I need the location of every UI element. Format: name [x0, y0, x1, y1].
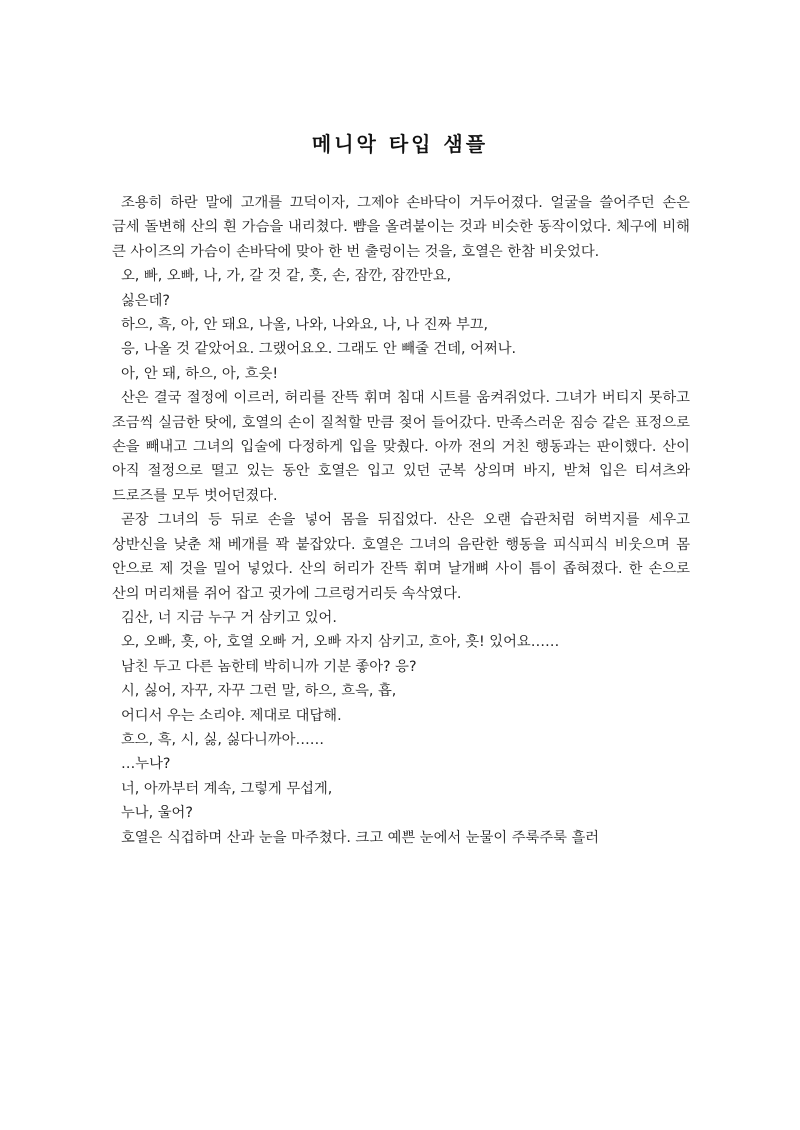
- dialogue-line: 오, 오빠, 흣, 아, 호열 오빠 거, 오빠 자지 삼키고, 흐아, 흣! 있어요……: [121, 634, 560, 651]
- dialogue-line: 아, 안 돼, 하으, 아, 흐읏!: [121, 365, 279, 382]
- body-paragraph: 호열은 식겁하며 산과 눈을 마주쳤다. 크고 예쁜 눈에서 눈물이 주룩주룩 흘러: [121, 829, 600, 846]
- dialogue-line: 시, 싫어, 자꾸, 자꾸 그런 말, 하으, 흐윽, 흡,: [121, 683, 397, 700]
- dialogue-line: 남친 두고 다른 놈한테 박히니까 기분 좋아? 응?: [121, 658, 417, 675]
- dialogue-line: …누나?: [121, 756, 171, 773]
- document-title: 메니악 타입 샘플: [311, 132, 489, 156]
- dialogue-line: 누나, 울어?: [121, 805, 193, 822]
- dialogue-line: 응, 나올 것 같았어요. 그랬어요오. 그래도 안 빼줄 건데, 어쩌나.: [121, 341, 517, 358]
- dialogue-line: 싫은데?: [121, 292, 171, 309]
- dialogue-line: 김산, 너 지금 누구 거 삼키고 있어.: [121, 609, 337, 626]
- body-paragraph: 곧장 그녀의 등 뒤로 손을 넣어 몸을 뒤집었다. 산은 오랜 습관처럼 허벅지를 세우고 상반신을 낮춘 채 베개를 꽉 붙잡았다. 호열은 그녀의 음란한 행동을 피식피식 비웃으며 몸 안으로 제 것을 밀어 넣었다. 산의 허리가 잔뜩 휘며 날개뼈 사이 틈이 좁혀졌다. 한 손으로 산의 머리채를 쥐어 잡고 귓가에 그르렁거리듯 속삭였다.: [112, 512, 690, 602]
- dialogue-line: 어디서 우는 소리야. 제대로 대답해.: [121, 707, 342, 724]
- dialogue-line: 하으, 흑, 아, 안 돼요, 나올, 나와, 나와요, 나, 나 진짜 부끄,: [121, 317, 489, 334]
- dialogue-line: 흐으, 흑, 시, 싫, 싫다니까아……: [121, 731, 325, 748]
- dialogue-line: 너, 아까부터 계속, 그렇게 무섭게,: [121, 780, 333, 797]
- body-paragraph: 조용히 하란 말에 고개를 끄덕이자, 그제야 손바닥이 거두어졌다. 얼굴을 쓸어주던 손은 금세 돌변해 산의 흰 가슴을 내리쳤다. 뺨을 올려붙이는 것과 비슷한 동작이었다. 체구에 비해 큰 사이즈의 가슴이 손바닥에 맞아 한 번 출렁이는 것을, 호열은 한참 비웃었다.: [112, 195, 690, 260]
- document-body: [112, 191, 690, 850]
- body-paragraph: 산은 결국 절정에 이르러, 허리를 잔뜩 휘며 침대 시트를 움켜쥐었다. 그녀가 버티지 못하고 조금씩 실금한 탓에, 호열의 손이 질척할 만큼 젖어 들어갔다. 만족스러운 짐승 같은 표정으로 손을 빼내고 그녀의 입술에 다정하게 입을 맞췄다. 아까 전의 거친 행동과는 판이했다. 산이 아직 절정으로 떨고 있는 동안 호열은 입고 있던 군복 상의며 바지, 받쳐 입은 티셔츠와 드로즈를 모두 벗어던졌다.: [112, 390, 690, 504]
- dialogue-line: 오, 빠, 오빠, 나, 가, 갈 것 같, 흣, 손, 잠깐, 잠깐만요,: [121, 268, 452, 285]
